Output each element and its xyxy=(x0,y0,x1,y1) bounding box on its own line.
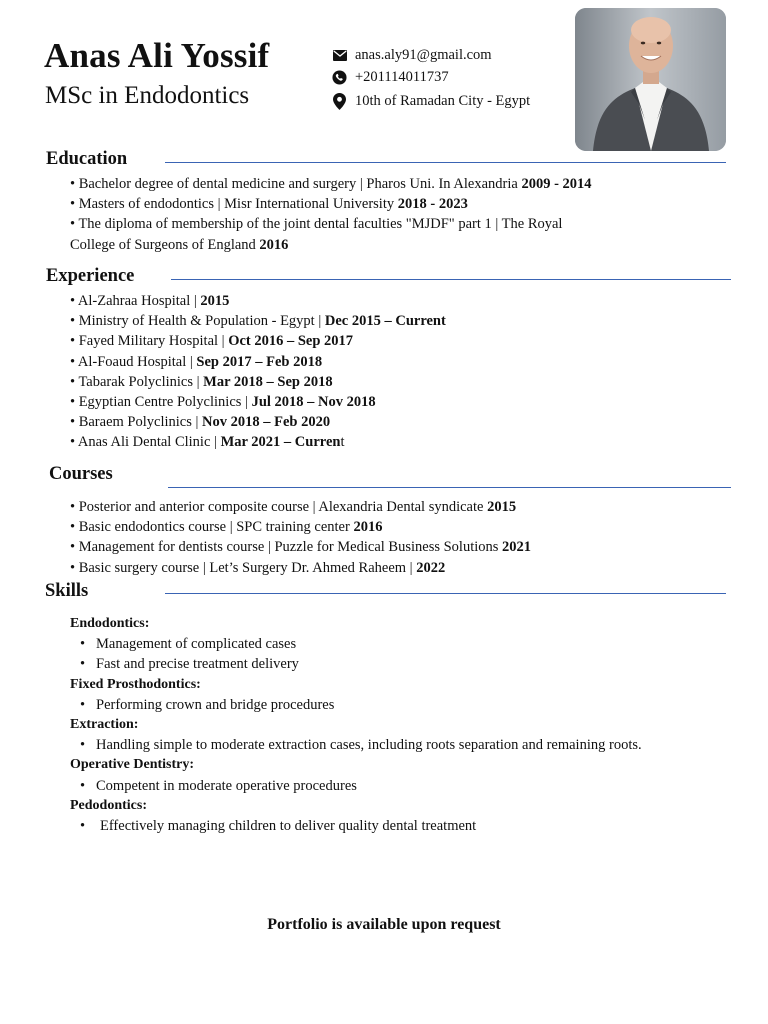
skill-category: Fixed Prosthodontics: xyxy=(70,676,201,692)
list-item: • Basic endodontics course | SPC training center 2016 xyxy=(70,519,383,536)
list-item: • Basic surgery course | Let’s Surgery Dr. Ahmed Raheem | 2022 xyxy=(70,559,446,576)
list-item: • The diploma of membership of the joint dental faculties "MJDF" part 1 | The Royal xyxy=(70,216,563,233)
list-item: • Tabarak Polyclinics | Mar 2018 – Sep 2018 xyxy=(70,373,333,390)
skills-heading: Skills xyxy=(45,581,89,601)
skill-category: Endodontics: xyxy=(70,616,150,631)
skills-block xyxy=(70,614,650,836)
skill-item: • Management of complicated cases xyxy=(70,634,650,654)
email-text[interactable]: anas.aly91@gmail.com xyxy=(355,46,492,63)
skill-item: • Performing crown and bridge procedures xyxy=(70,695,650,715)
skill-item: • Effectively managing children to deliver quality dental treatment xyxy=(70,816,650,836)
skill-item: • Competent in moderate operative procedures xyxy=(70,776,650,796)
skill-item: • Fast and precise treatment delivery xyxy=(70,654,650,674)
skill-list xyxy=(70,735,650,755)
list-item: • Fayed Military Hospital | Oct 2016 – Sep 2017 xyxy=(70,333,354,350)
courses-list xyxy=(70,497,531,578)
skill-list xyxy=(70,816,650,836)
contact-location-row xyxy=(332,90,530,112)
contact-phone-row xyxy=(332,66,530,88)
degree-title: MSc in Endodontics xyxy=(45,82,250,109)
list-item: • Al-Foaud Hospital | Sep 2017 – Feb 2018 xyxy=(70,353,323,370)
list-item: • Bachelor degree of dental medicine and surgery | Pharos Uni. In Alexandria 2009 - 2014 xyxy=(70,176,592,192)
experience-list xyxy=(70,291,446,453)
courses-heading: Courses xyxy=(49,464,113,484)
skill-category: Operative Dentistry: xyxy=(70,757,195,773)
list-item: • Posterior and anterior composite course | Alexandria Dental syndicate 2015 xyxy=(70,499,517,515)
skill-list xyxy=(70,634,650,674)
portfolio-note: Portfolio is available upon request xyxy=(267,916,501,933)
skills-divider xyxy=(165,593,726,594)
list-item: • Al-Zahraa Hospital | 2015 xyxy=(70,293,230,309)
experience-heading: Experience xyxy=(46,266,135,286)
education-list xyxy=(70,174,592,255)
list-item: • Ministry of Health & Population - Egypt | Dec 2015 – Current xyxy=(70,313,446,330)
contact-email-row xyxy=(332,44,530,66)
profile-photo xyxy=(575,8,726,151)
list-item: • Egyptian Centre Polyclinics | Jul 2018 – Nov 2018 xyxy=(70,394,376,411)
list-item: College of Surgeons of England 2016 xyxy=(70,236,289,253)
whatsapp-icon xyxy=(332,70,347,85)
skill-item: • Handling simple to moderate extraction cases, including roots separation and remaining roots. xyxy=(70,735,646,755)
list-item: • Anas Ali Dental Clinic | Mar 2021 – Current xyxy=(70,434,345,451)
list-item: • Management for dentists course | Puzzle for Medical Business Solutions 2021 xyxy=(70,539,532,556)
education-heading: Education xyxy=(46,149,128,169)
envelope-icon xyxy=(332,48,347,63)
experience-divider xyxy=(171,279,731,280)
map-pin-icon xyxy=(332,94,347,109)
skill-category: Pedodontics: xyxy=(70,797,147,813)
skill-list xyxy=(70,695,650,715)
location-text: 10th of Ramadan City - Egypt xyxy=(355,92,531,109)
courses-divider xyxy=(168,487,731,488)
phone-text[interactable]: +201114011737 xyxy=(355,68,449,85)
education-divider xyxy=(165,162,726,163)
person-name: Anas Ali Yossif xyxy=(44,36,270,75)
contact-block xyxy=(332,44,530,112)
list-item: • Baraem Polyclinics | Nov 2018 – Feb 2020 xyxy=(70,414,331,431)
skill-list xyxy=(70,776,650,796)
skill-category: Extraction: xyxy=(70,717,139,733)
list-item: • Masters of endodontics | Misr International University 2018 - 2023 xyxy=(70,196,468,213)
